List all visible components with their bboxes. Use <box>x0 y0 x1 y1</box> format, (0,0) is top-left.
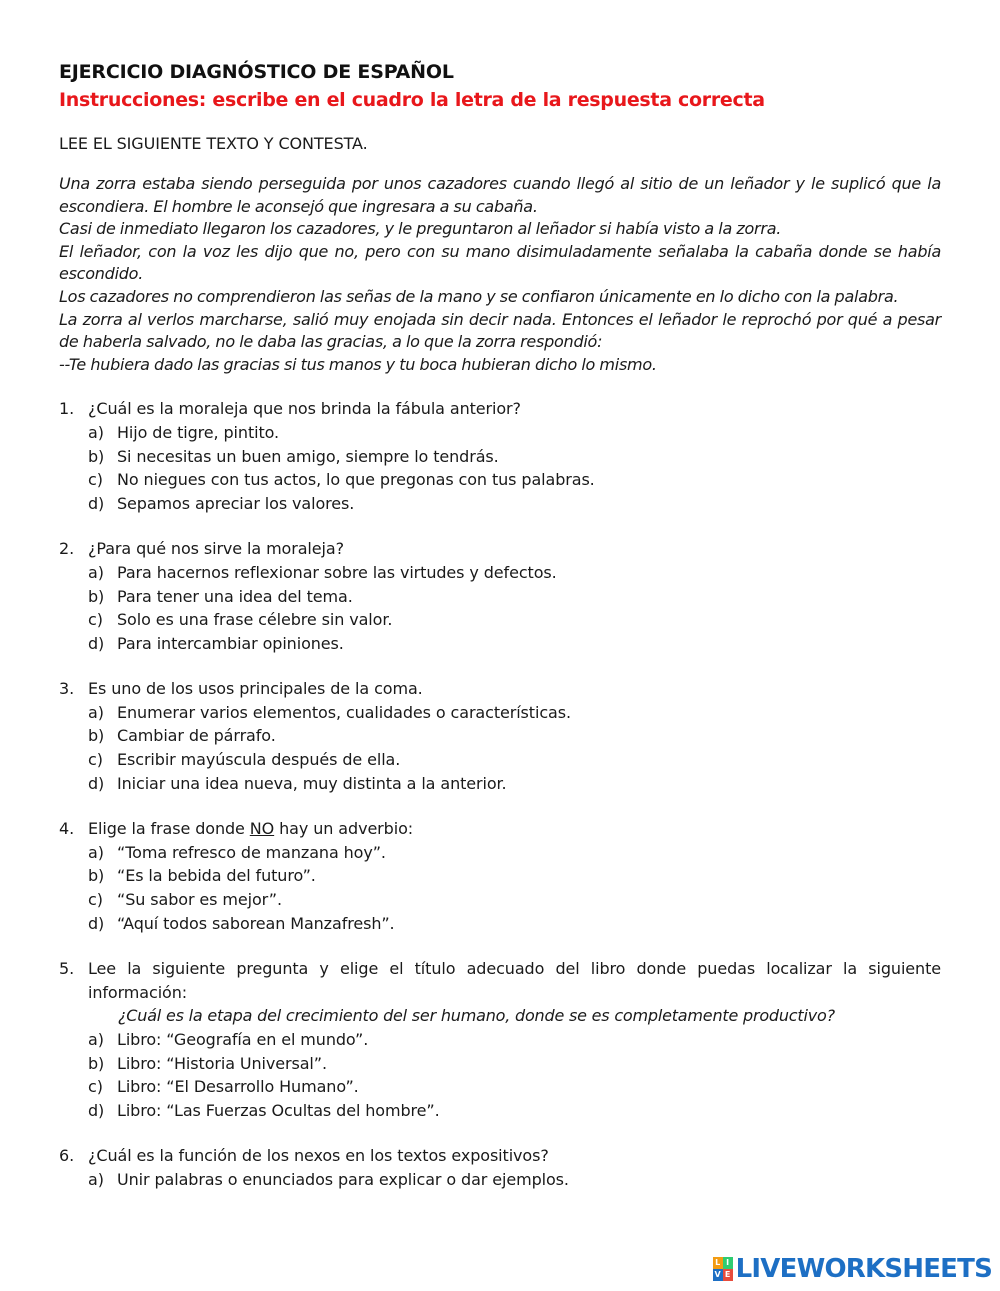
logo-icon-cell: V <box>714 1270 721 1279</box>
option-text: “Es la bebida del futuro”. <box>117 866 316 886</box>
instructions: Instrucciones: escribe en el cuadro la letra de la respuesta correcta <box>59 89 765 111</box>
worksheet <box>59 58 941 1214</box>
option-text: Hijo de tigre, pintito. <box>117 422 280 442</box>
question-1 <box>59 397 941 515</box>
answer-option[interactable] <box>59 912 941 936</box>
question-number: 5. <box>59 959 75 979</box>
option-text: Sepamos apreciar los valores. <box>117 493 355 513</box>
option-letter: c) <box>88 610 103 630</box>
question-6 <box>59 1144 941 1191</box>
option-letter: b) <box>88 446 105 466</box>
logo-icon-cell: E <box>723 1269 733 1281</box>
answer-option[interactable] <box>59 748 941 772</box>
question-text: Lee la siguiente pregunta y elige el título adecuado del libro donde puedas localizar la siguiente información: <box>88 959 941 1002</box>
option-letter: a) <box>88 842 104 862</box>
option-text: Cambiar de párrafo. <box>117 726 276 746</box>
option-text: Para hacernos reflexionar sobre las virtudes y defectos. <box>117 562 557 582</box>
option-text: Iniciar una idea nueva, muy distinta a la anterior. <box>117 773 507 793</box>
answer-option[interactable] <box>59 1052 941 1076</box>
fable-paragraph: --Te hubiera dado las gracias si tus manos y tu boca hubieran dicho lo mismo. <box>59 354 657 374</box>
answer-option[interactable] <box>59 888 941 912</box>
answer-option[interactable] <box>59 1168 941 1192</box>
option-text: Libro: “El Desarrollo Humano”. <box>117 1077 359 1097</box>
option-text: Enumerar varios elementos, cualidades o características. <box>117 702 571 722</box>
question-number: 4. <box>59 819 75 839</box>
question-4 <box>59 817 941 935</box>
option-letter: a) <box>88 1169 104 1189</box>
answer-option[interactable] <box>59 585 941 609</box>
option-letter: d) <box>88 493 105 513</box>
option-text: “Aquí todos saborean Manzafresh”. <box>117 913 395 933</box>
answer-option[interactable] <box>59 701 941 725</box>
question-text: ¿Cuál es la moraleja que nos brinda la fábula anterior? <box>88 399 521 419</box>
option-letter: c) <box>88 750 103 770</box>
fable-text <box>59 173 941 376</box>
fable-paragraph: Los cazadores no comprendieron las señas de la mano y se confiaron únicamente en lo dicho con la palabra. <box>59 286 899 306</box>
option-letter: d) <box>88 633 105 653</box>
question-text: ¿Para qué nos sirve la moraleja? <box>88 539 344 559</box>
logo-icon-cell: L <box>713 1257 723 1269</box>
option-letter: c) <box>88 1077 103 1097</box>
option-letter: a) <box>88 422 104 442</box>
answer-option[interactable] <box>59 1099 941 1123</box>
option-letter: a) <box>88 702 104 722</box>
option-letter: d) <box>88 1100 105 1120</box>
option-letter: d) <box>88 913 105 933</box>
option-letter: b) <box>88 726 105 746</box>
option-text: Para tener una idea del tema. <box>117 586 353 606</box>
emphasized-word: NO <box>249 819 275 839</box>
option-letter: b) <box>88 1053 105 1073</box>
answer-option[interactable] <box>59 421 941 445</box>
answer-option[interactable] <box>59 772 941 796</box>
option-letter: b) <box>88 586 105 606</box>
answer-option[interactable] <box>59 841 941 865</box>
fable-paragraph: Casi de inmediato llegaron los cazadores, y le preguntaron al leñador si había visto a la zorra. <box>59 219 782 239</box>
option-text: Para intercambiar opiniones. <box>117 633 344 653</box>
question-number: 1. <box>59 399 75 419</box>
option-text: Libro: “Las Fuerzas Ocultas del hombre”. <box>117 1100 440 1120</box>
question-text: ¿Cuál es la función de los nexos en los textos expositivos? <box>88 1146 549 1166</box>
answer-option[interactable] <box>59 632 941 656</box>
option-text: “Toma refresco de manzana hoy”. <box>117 842 386 862</box>
question-quote: ¿Cuál es la etapa del crecimiento del ser humano, donde se es completamente productivo? <box>118 1006 835 1026</box>
option-text: “Su sabor es mejor”. <box>117 890 282 910</box>
answer-option[interactable] <box>59 492 941 516</box>
question-number: 3. <box>59 679 75 699</box>
answer-option[interactable] <box>59 445 941 469</box>
question-text-start: Elige la frase donde <box>88 819 250 839</box>
question-2 <box>59 537 941 655</box>
liveworksheets-icon <box>713 1257 733 1281</box>
option-text: Libro: “Historia Universal”. <box>117 1053 327 1073</box>
question-text: Es uno de los usos principales de la coma. <box>88 679 423 699</box>
question-number: 6. <box>59 1146 75 1166</box>
option-letter: d) <box>88 773 105 793</box>
option-letter: b) <box>88 866 105 886</box>
answer-option[interactable] <box>59 1075 941 1099</box>
question-5 <box>59 957 941 1122</box>
answer-option[interactable] <box>59 468 941 492</box>
option-text: Escribir mayúscula después de ella. <box>117 750 401 770</box>
page-title: EJERCICIO DIAGNÓSTICO DE ESPAÑOL <box>59 61 454 83</box>
question-text-end: hay un adverbio: <box>274 819 414 839</box>
logo-text: LIVEWORKSHEETS <box>735 1254 992 1284</box>
option-text: No niegues con tus actos, lo que pregonas con tus palabras. <box>117 470 595 490</box>
fable-paragraph: La zorra al verlos marcharse, salió muy enojada sin decir nada. Entonces el leñador le reprochó por qué a pesar de haberla salvado, no le daba las gracias, a lo que la zorra respondió: <box>59 309 941 352</box>
fable-paragraph: El leñador, con la voz les dijo que no, pero con su mano disimuladamente señalaba la cabaña donde se había escondido. <box>59 241 941 284</box>
liveworksheets-logo[interactable] <box>713 1253 992 1285</box>
option-letter: a) <box>88 562 104 582</box>
logo-icon-cell: I <box>723 1257 733 1269</box>
option-letter: a) <box>88 1030 104 1049</box>
answer-option[interactable] <box>59 1028 941 1052</box>
option-letter: c) <box>88 890 103 910</box>
question-number: 2. <box>59 539 75 559</box>
question-3 <box>59 677 941 795</box>
answer-option[interactable] <box>59 608 941 632</box>
reading-prompt: LEE EL SIGUIENTE TEXTO Y CONTESTA. <box>59 134 368 153</box>
fable-paragraph: Una zorra estaba siendo perseguida por unos cazadores cuando llegó al sitio de un leñador y le suplicó que la escondiera. El hombre le aconsejó que ingresara a su cabaña. <box>59 174 941 216</box>
answer-option[interactable] <box>59 864 941 888</box>
option-text: Solo es una frase célebre sin valor. <box>117 610 393 630</box>
option-text: Unir palabras o enunciados para explicar o dar ejemplos. <box>117 1169 569 1189</box>
option-text: Si necesitas un buen amigo, siempre lo tendrás. <box>117 446 499 466</box>
question-list <box>59 397 941 1191</box>
answer-option[interactable] <box>59 724 941 748</box>
answer-option[interactable] <box>59 561 941 585</box>
option-letter: c) <box>88 470 103 490</box>
question-text <box>88 817 941 841</box>
option-text: Libro: “Geografía en el mundo”. <box>117 1030 369 1049</box>
